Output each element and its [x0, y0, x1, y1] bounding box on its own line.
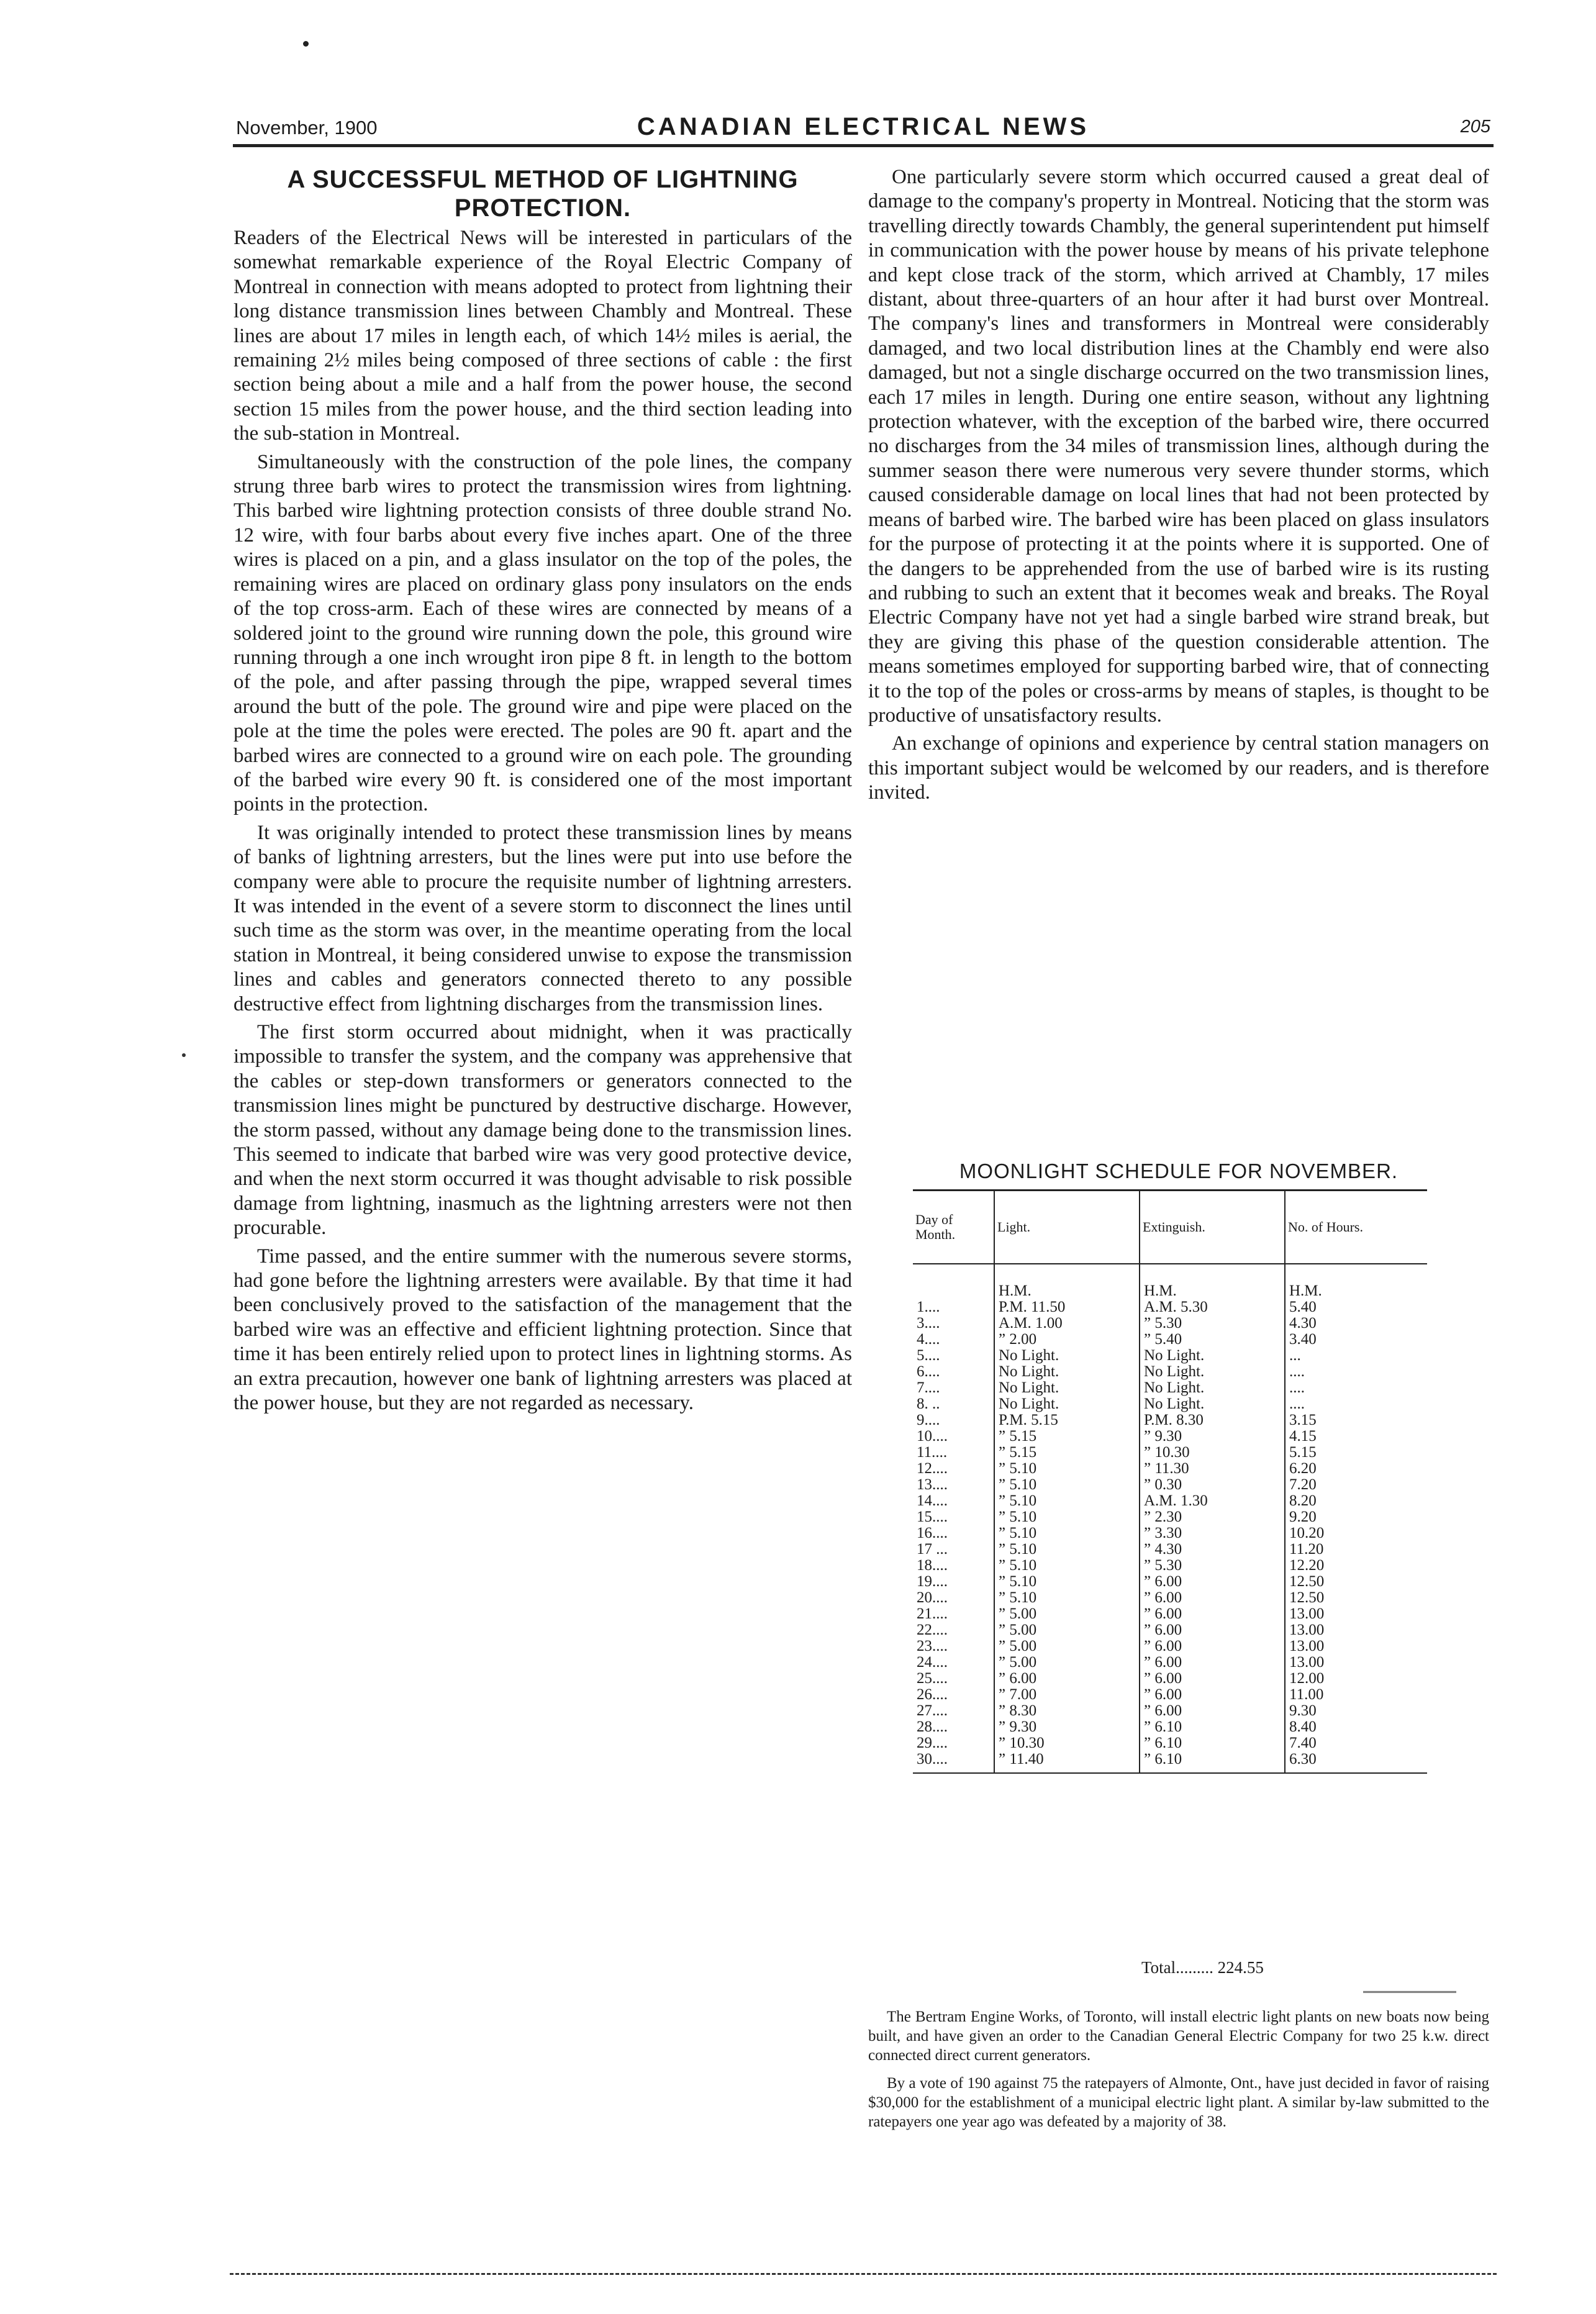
day-cell: 4.... [913, 1332, 994, 1348]
schedule-units-row [913, 1264, 1427, 1299]
extinguish-cell: ” 6.10 [1140, 1735, 1285, 1751]
light-cell: A.M. 1.00 [994, 1315, 1140, 1332]
page-number: 205 [1460, 117, 1490, 137]
day-cell: 7.... [913, 1380, 994, 1396]
extinguish-cell: ” 6.00 [1140, 1638, 1285, 1654]
day-cell: 9.... [913, 1412, 994, 1428]
extinguish-cell: ” 6.00 [1140, 1687, 1285, 1703]
news-notes [868, 2007, 1489, 2140]
hours-cell: .... [1289, 1395, 1305, 1412]
article-column-right [868, 165, 1489, 809]
extinguish-cell: ” 6.10 [1140, 1751, 1285, 1773]
extinguish-cell: No Light. [1140, 1348, 1285, 1364]
extinguish-cell: ” 0.30 [1140, 1477, 1285, 1493]
light-cell: ” 5.15 [994, 1445, 1140, 1461]
schedule-row [913, 1315, 1427, 1332]
light-cell: P.M. 11.50 [994, 1299, 1140, 1315]
day-cell: 12.... [913, 1461, 994, 1477]
day-cell: 19.... [913, 1574, 994, 1590]
day-cell: 27.... [913, 1703, 994, 1719]
schedule-row [913, 1703, 1427, 1719]
hours-cell: 10.20 [1289, 1525, 1325, 1541]
footer-rule [230, 2273, 1497, 2275]
light-cell: ” 5.10 [994, 1541, 1140, 1558]
article-paragraph: Readers of the Electrical News will be interested in particulars of the somewhat remarkable experience of the Royal Electric Company of Montreal in connection with means adopted to protect from lightning their long distance transmission lines between Chambly and Montreal. These lines are about 17 miles in length each, of which 14½ miles is aerial, the remaining 2½ miles being composed of three sections of cable : the first section being about a mile and a half from the power house, the second section 15 miles from the power house, and the third section leading into the sub-station in Montreal. [234, 227, 852, 445]
col-header-day: Day of Month. [913, 1191, 994, 1264]
light-cell: ” 5.00 [994, 1654, 1140, 1671]
hours-cell: 7.20 [1289, 1476, 1317, 1493]
schedule-row [913, 1590, 1427, 1606]
article-paragraph: One particularly severe storm which occurred caused a great deal of damage to the company's property in Montreal. Noticing that the storm was travelling directly towards Chambly, the general superintendent put himself in communication with the power house by means of his private telephone and kept close track of the storm, which arrived at Chambly, 17 miles distant, about three-quarters of an hour after it had burst over Montreal. The company's lines and transformers in Montreal were considerably damaged, and two local distribution lines at the Chambly end were also damaged, but not a single discharge occurred on the two transmission lines, each 17 miles in length. During one entire season, without any lightning protection whatever, with the exception of the barbed wire, there occurred no discharges from the 34 miles of transmission lines, although during the summer season there were numerous very severe thunder storms, which caused considerable damage on local lines that had not been protected by means of barbed wire. The barbed wire has been placed on glass insulators for the purpose of protecting it at the points where it is supported. One of the dangers to be apprehended from the use of barbed wire is its rusting and rubbing to such an extent that it becomes weak and breaks. The Royal Electric Company have not yet had a single barbed wire strand break, but they are giving this phase of the question considerable attention. The means sometimes employed for supporting barbed wire, that of connecting it to the top of the poles or cross-arms by means of staples, is thought to be productive of unsatisfactory results. [868, 166, 1489, 727]
article-paragraph: Simultaneously with the construction of the pole lines, the company strung three barb wires to protect the transmission wires from lightning. This barbed wire lightning protection consists of three double strand No. 12 wire, with four barbs about every five inches apart. One of the three wires is placed on a pin, and a glass insulator on the top of the poles, the remaining wires are placed on ordinary glass pony insulators on the ends of the top cross-arm. Each of these wires are connected by means of a soldered joint to the ground wire running down the pole, this ground wire running through a one inch wrought iron pipe 8 ft. in length to the bottom of the pole, and after passing through the pipe, wrapped several times around the butt of the pole. The ground wire and pipe were placed on the pole at the time the poles were erected. The poles are 90 ft. apart and the barbed wires are connected to a ground wire on each pole. The grounding of the barbed wire every 90 ft. is considered one of the most important points in the protection. [234, 450, 852, 816]
schedule-row [913, 1654, 1427, 1671]
page-header [236, 113, 1490, 140]
light-cell: ” 9.30 [994, 1719, 1140, 1735]
day-cell: 8. .. [913, 1396, 994, 1412]
day-cell: 21.... [913, 1606, 994, 1622]
unit-cell: H.M. [1289, 1282, 1322, 1299]
light-cell: ” 7.00 [994, 1687, 1140, 1703]
extinguish-cell: ” 10.30 [1140, 1445, 1285, 1461]
extinguish-cell: ” 4.30 [1140, 1541, 1285, 1558]
extinguish-cell: ” 3.30 [1140, 1525, 1285, 1541]
day-cell: 30.... [913, 1751, 994, 1773]
hours-cell: 9.30 [1289, 1702, 1317, 1719]
col-header-hours: No. of Hours. [1285, 1191, 1427, 1264]
day-cell: 13.... [913, 1477, 994, 1493]
schedule-row [913, 1412, 1427, 1428]
col-header-extinguish: Extinguish. [1140, 1191, 1285, 1264]
schedule-row [913, 1509, 1427, 1525]
unit-cell [913, 1264, 994, 1299]
day-cell: 24.... [913, 1654, 994, 1671]
day-cell: 14.... [913, 1493, 994, 1509]
schedule-row [913, 1735, 1427, 1751]
day-cell: 5.... [913, 1348, 994, 1364]
hours-cell: 8.20 [1289, 1492, 1317, 1509]
publication-title: CANADIAN ELECTRICAL NEWS [637, 113, 1090, 140]
unit-cell: H.M. [994, 1264, 1140, 1299]
schedule-row [913, 1638, 1427, 1654]
header-rule [233, 144, 1494, 147]
day-cell: 11.... [913, 1445, 994, 1461]
light-cell: ” 2.00 [994, 1332, 1140, 1348]
schedule-header-row [913, 1191, 1427, 1264]
hours-cell: 7.40 [1289, 1735, 1317, 1751]
schedule-row [913, 1380, 1427, 1396]
hours-cell: 3.15 [1289, 1412, 1317, 1428]
extinguish-cell: No Light. [1140, 1364, 1285, 1380]
light-cell: ” 5.10 [994, 1574, 1140, 1590]
schedule-row [913, 1332, 1427, 1348]
col-header-light: Light. [994, 1191, 1140, 1264]
extinguish-cell: No Light. [1140, 1380, 1285, 1396]
extinguish-cell: ” 6.10 [1140, 1719, 1285, 1735]
light-cell: ” 8.30 [994, 1703, 1140, 1719]
light-cell: ” 5.10 [994, 1525, 1140, 1541]
article-paragraph: It was originally intended to protect these transmission lines by means of banks of lightning arresters, but the lines were put into use before the company were able to procure the requisite number of lightning arresters. It was intended in the event of a severe storm to disconnect the lines until such time as the storm was over, in the meantime operating from the local station in Montreal, it being considered unwise to expose the transmission lines and cables and generators connected thereto to any possible destructive effect from lightning discharges from the transmission lines. [234, 821, 852, 1015]
schedule-row [913, 1364, 1427, 1380]
light-cell: P.M. 5.15 [994, 1412, 1140, 1428]
schedule-row [913, 1396, 1427, 1412]
light-cell: No Light. [994, 1364, 1140, 1380]
schedule-body [913, 1264, 1427, 1773]
hours-cell: 9.20 [1289, 1509, 1317, 1525]
light-cell: ” 10.30 [994, 1735, 1140, 1751]
light-cell: ” 6.00 [994, 1671, 1140, 1687]
day-cell: 23.... [913, 1638, 994, 1654]
light-cell: ” 5.10 [994, 1461, 1140, 1477]
schedule-row [913, 1493, 1427, 1509]
light-cell: ” 11.40 [994, 1751, 1140, 1773]
hours-cell: 12.00 [1289, 1670, 1325, 1687]
light-cell: No Light. [994, 1380, 1140, 1396]
schedule-row [913, 1622, 1427, 1638]
extinguish-cell: ” 11.30 [1140, 1461, 1285, 1477]
schedule-row [913, 1687, 1427, 1703]
extinguish-cell: ” 6.00 [1140, 1703, 1285, 1719]
article-title: A SUCCESSFUL METHOD OF LIGHTNING PROTECTION. [287, 166, 799, 222]
news-note: By a vote of 190 against 75 the ratepayers of Almonte, Ont., have just decided in favor of raising $30,000 for the establishment of a municipal electric light plant. A similar by-law submitted to the ratepayers one year ago was defeated by a majority of 38. [868, 2075, 1489, 2130]
extinguish-cell: P.M. 8.30 [1140, 1412, 1285, 1428]
light-cell: ” 5.10 [994, 1493, 1140, 1509]
extinguish-cell: ” 6.00 [1140, 1590, 1285, 1606]
hours-cell: 11.20 [1289, 1541, 1324, 1558]
extinguish-cell: ” 5.40 [1140, 1332, 1285, 1348]
schedule-row [913, 1461, 1427, 1477]
day-cell: 3.... [913, 1315, 994, 1332]
day-cell: 18.... [913, 1558, 994, 1574]
day-cell: 10.... [913, 1428, 994, 1445]
light-cell: ” 5.10 [994, 1590, 1140, 1606]
day-cell: 29.... [913, 1735, 994, 1751]
schedule-row [913, 1348, 1427, 1364]
day-cell: 6.... [913, 1364, 994, 1380]
light-cell: No Light. [994, 1396, 1140, 1412]
schedule-row [913, 1558, 1427, 1574]
hours-cell: 4.15 [1289, 1428, 1317, 1445]
light-cell: ” 5.10 [994, 1477, 1140, 1493]
hours-cell: 3.40 [1289, 1331, 1317, 1348]
light-cell: No Light. [994, 1348, 1140, 1364]
hours-cell: .... [1289, 1363, 1305, 1380]
day-cell: 22.... [913, 1622, 994, 1638]
light-cell: ” 5.15 [994, 1428, 1140, 1445]
unit-cell: H.M. [1140, 1264, 1285, 1299]
schedule-title: MOONLIGHT SCHEDULE FOR NOVEMBER. [959, 1159, 1399, 1182]
hours-cell: 6.30 [1285, 1751, 1427, 1773]
hours-cell: 13.00 [1289, 1654, 1325, 1671]
extinguish-cell: No Light. [1140, 1396, 1285, 1412]
schedule-row [913, 1428, 1427, 1445]
schedule-row [913, 1445, 1427, 1461]
extinguish-cell: ” 5.30 [1140, 1315, 1285, 1332]
extinguish-cell: ” 6.00 [1140, 1574, 1285, 1590]
extinguish-cell: ” 2.30 [1140, 1509, 1285, 1525]
schedule-row [913, 1477, 1427, 1493]
article-column-left [234, 165, 852, 1420]
schedule-row [913, 1719, 1427, 1735]
news-note: The Bertram Engine Works, of Toronto, will install electric light plants on new boats now being built, and have given an order to the Canadian General Electric Company for two 25 k.w. direct connected direct current generators. [868, 2008, 1489, 2064]
hours-cell: 13.00 [1289, 1638, 1325, 1654]
schedule-row [913, 1525, 1427, 1541]
extinguish-cell: ” 6.00 [1140, 1671, 1285, 1687]
light-cell: ” 5.10 [994, 1558, 1140, 1574]
hours-cell: 12.50 [1289, 1573, 1325, 1590]
ink-speck [182, 1053, 186, 1057]
hours-cell: 13.00 [1289, 1605, 1325, 1622]
hours-cell: 6.20 [1289, 1460, 1317, 1477]
light-cell: ” 5.10 [994, 1509, 1140, 1525]
day-cell: 17 ... [913, 1541, 994, 1558]
extinguish-cell: ” 6.00 [1140, 1622, 1285, 1638]
day-cell: 20.... [913, 1590, 994, 1606]
day-cell: 25.... [913, 1671, 994, 1687]
hours-cell: 5.15 [1289, 1444, 1317, 1461]
extinguish-cell: ” 5.30 [1140, 1558, 1285, 1574]
day-cell: 1.... [913, 1299, 994, 1315]
article-paragraph: The first storm occurred about midnight, when it was practically impossible to transfer the system, and the company was apprehensive that the cables or step-down transformers or generators connected to the transmission lines might be punctured by destructive discharge. However, the storm passed, without any damage being done to the transmission lines. This seemed to indicate that barbed wire was very good protective device, and when the next storm occurred it was thought advisable to risk possible damage from lightning, inasmuch as the lightning arresters were not then procurable. [234, 1021, 852, 1240]
schedule-row [913, 1606, 1427, 1622]
schedule-row [913, 1299, 1427, 1315]
hours-cell: 12.50 [1289, 1589, 1325, 1606]
light-cell: ” 5.00 [994, 1638, 1140, 1654]
hours-cell: 12.20 [1289, 1557, 1325, 1574]
extinguish-cell: ” 9.30 [1140, 1428, 1285, 1445]
hours-cell: 4.30 [1289, 1315, 1317, 1332]
day-cell: 26.... [913, 1687, 994, 1703]
hours-cell: 11.00 [1289, 1686, 1324, 1703]
article-paragraph: Time passed, and the entire summer with the numerous severe storms, had gone before the lightning arresters were available. By that time it had been conclusively proved to the satisfaction of the management that the barbed wire was an effective and efficient lightning protection. Since that time it has been entirely relied upon to protect lines in lightning storms. As an extra precaution, however one bank of lightning arresters was placed at the power house, but they are not regarded as necessary. [234, 1245, 852, 1415]
hours-cell: 13.00 [1289, 1622, 1325, 1638]
schedule-total: Total......... 224.55 [1141, 1958, 1264, 1977]
issue-date: November, 1900 [236, 117, 378, 138]
extinguish-cell: A.M. 5.30 [1140, 1299, 1285, 1315]
ink-speck [303, 41, 309, 47]
hours-cell: 5.40 [1289, 1299, 1317, 1315]
moonlight-schedule-table [913, 1189, 1427, 1774]
day-cell: 16.... [913, 1525, 994, 1541]
extinguish-cell: ” 6.00 [1140, 1606, 1285, 1622]
light-cell: ” 5.00 [994, 1622, 1140, 1638]
extinguish-cell: A.M. 1.30 [1140, 1493, 1285, 1509]
article-paragraph: An exchange of opinions and experience by central station managers on this important subject would be welcomed by our readers, and is therefore invited. [868, 732, 1489, 804]
total-rule [1363, 1991, 1456, 1993]
hours-cell: ... [1289, 1347, 1301, 1364]
extinguish-cell: ” 6.00 [1140, 1654, 1285, 1671]
light-cell: ” 5.00 [994, 1606, 1140, 1622]
day-cell: 28.... [913, 1719, 994, 1735]
schedule-row [913, 1541, 1427, 1558]
hours-cell: 8.40 [1289, 1718, 1317, 1735]
day-cell: 15.... [913, 1509, 994, 1525]
schedule-row [913, 1671, 1427, 1687]
schedule-row [913, 1751, 1427, 1773]
hours-cell: .... [1289, 1379, 1305, 1396]
schedule-row [913, 1574, 1427, 1590]
